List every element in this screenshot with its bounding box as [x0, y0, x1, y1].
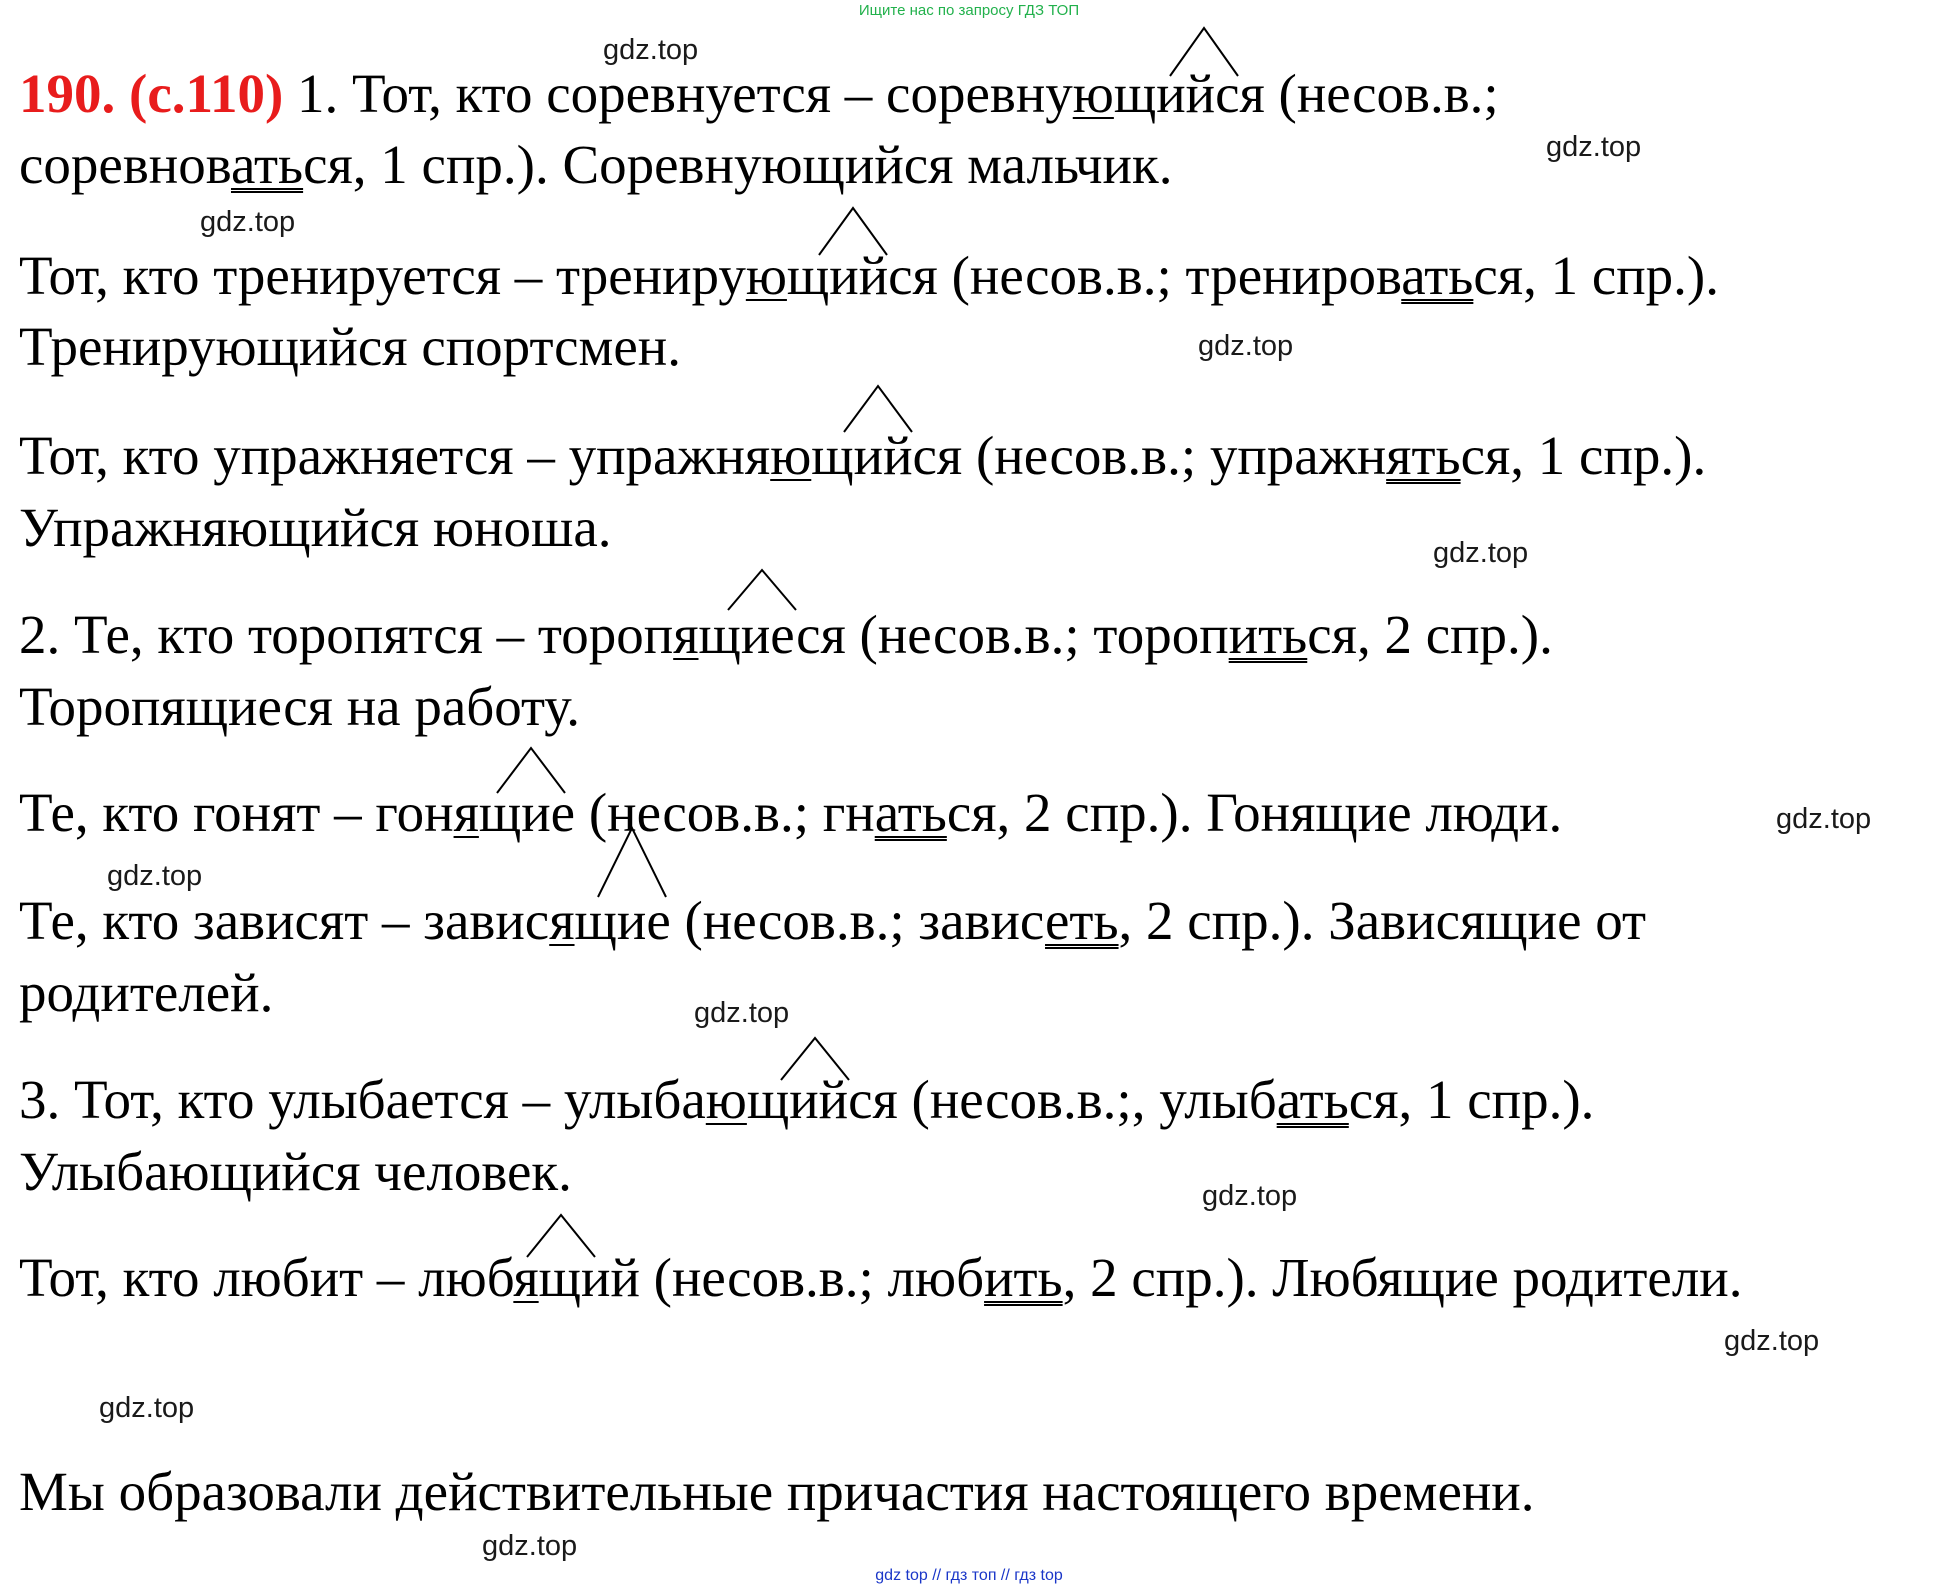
text-fragment: Те, кто зависят – завис	[19, 890, 550, 951]
infinitive-suffix: ить	[984, 1247, 1063, 1308]
infinitive-suffix: ать	[1276, 1069, 1349, 1130]
suffix-mark	[598, 828, 666, 897]
header-note: Ищите нас по запросу ГДЗ ТОП	[858, 2, 1080, 19]
text-fragment: 3. Тот, кто улыбается – улыба	[19, 1069, 706, 1130]
watermark: gdz.top	[1198, 330, 1294, 362]
suffix-vowel: я	[453, 782, 479, 843]
infinitive-suffix: ять	[1386, 425, 1461, 486]
text-fragment: ся, 1 спр.). Соревнующийся мальчик.	[303, 134, 1173, 195]
text-fragment: ся, 1 спр.).	[1348, 1069, 1595, 1130]
text-fragment: ся, 1 спр.).	[1460, 425, 1707, 486]
text-fragment: щийся (несов.в.; упражн	[811, 425, 1387, 486]
watermark: gdz.top	[1202, 1180, 1298, 1212]
watermark: gdz.top	[1776, 803, 1872, 835]
text-fragment: Тренирующийся спортсмен.	[19, 316, 681, 377]
suffix-vowel: ю	[1072, 63, 1114, 124]
infinitive-suffix: еть	[1045, 890, 1119, 951]
text-fragment: ся, 2 спр.). Гонящие люди.	[946, 782, 1563, 843]
watermark: gdz.top	[603, 34, 699, 66]
text-fragment: щиеся (несов.в.; тороп	[698, 604, 1229, 665]
suffix-mark	[497, 748, 565, 793]
watermark: gdz.top	[99, 1392, 195, 1424]
text-fragment: щие (несов.в.; завис	[574, 890, 1046, 951]
text-fragment: ся, 1 спр.).	[1473, 245, 1719, 306]
infinitive-suffix: ать	[230, 134, 304, 195]
watermark: gdz.top	[1546, 131, 1642, 163]
infinitive-suffix: ить	[1228, 604, 1308, 665]
text-fragment: 1. Тот, кто соревнуется – соревну	[283, 63, 1073, 124]
infinitive-suffix: ать	[874, 782, 947, 843]
suffix-mark	[819, 208, 887, 255]
text-fragment: Те, кто гонят – гон	[19, 782, 454, 843]
text-fragment: Улыбающийся человек.	[19, 1141, 572, 1202]
text-fragment: Тот, кто тренируется – трениру	[19, 245, 746, 306]
text-fragment: щий (несов.в.; люб	[538, 1247, 985, 1308]
footer: gdz top // гдз топ // гдз top	[875, 1567, 1063, 1584]
suffix-vowel: ю	[705, 1069, 747, 1130]
suffix-mark	[1170, 28, 1238, 76]
watermark: gdz.top	[107, 860, 203, 892]
watermark: gdz.top	[694, 997, 790, 1029]
text-fragment: Торопящиеся на работу.	[19, 676, 581, 737]
suffix-vowel: я	[673, 604, 699, 665]
watermark: gdz.top	[200, 206, 296, 238]
suffix-mark	[728, 570, 796, 610]
suffix-vowel: я	[513, 1247, 539, 1308]
text-fragment: щие (несов.в.; гн	[478, 782, 875, 843]
suffix-mark	[781, 1038, 849, 1080]
text-fragment: родителей.	[19, 962, 274, 1023]
text-fragment: , 2 спр.). Любящие родители.	[1062, 1247, 1743, 1308]
watermark: gdz.top	[482, 1530, 578, 1562]
watermark: gdz.top	[1724, 1325, 1820, 1357]
text-fragment: Тот, кто любит – люб	[19, 1247, 514, 1308]
text-fragment: 2. Те, кто торопятся – тороп	[19, 604, 674, 665]
task-number: 190. (с.110)	[19, 63, 284, 124]
suffix-vowel: ю	[770, 425, 812, 486]
text-fragment: Тот, кто упражняется – упражня	[19, 425, 771, 486]
text-fragment: ся, 2 спр.).	[1307, 604, 1553, 665]
infinitive-suffix: ать	[1401, 245, 1474, 306]
text-fragment: соревнов	[19, 134, 231, 195]
suffix-mark	[527, 1215, 595, 1257]
text-fragment: , 2 спр.). Зависящие от	[1118, 890, 1647, 951]
suffix-vowel: я	[549, 890, 575, 951]
text-fragment: щийся (несов.в.;, улыб	[746, 1069, 1277, 1130]
text-fragment: Мы образовали действительные причастия настоящего времени.	[19, 1461, 1535, 1522]
text-fragment: щийся (несов.в.; трениров	[786, 245, 1402, 306]
watermark: gdz.top	[1433, 537, 1529, 569]
text-fragment: Упражняющийся юноша.	[19, 497, 612, 558]
suffix-mark	[844, 386, 912, 432]
text-fragment: щийся (несов.в.;	[1113, 63, 1499, 124]
suffix-vowel: ю	[745, 245, 787, 306]
